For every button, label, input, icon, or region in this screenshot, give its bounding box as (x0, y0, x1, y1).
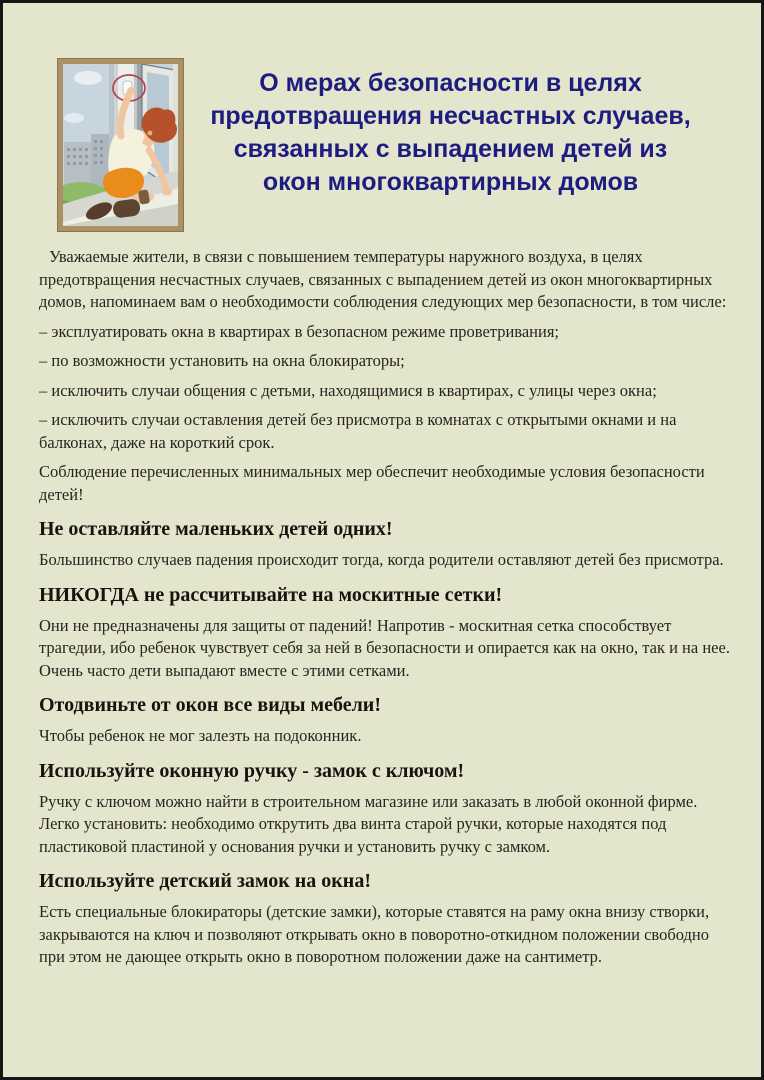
paragraph: Есть специальные блокираторы (детские замки), которые ставятся на раму окна внизу створки, закрываются на ключ и позволяют открывать окно в поворотно-откидном положении свободно при этом не дающее открыть окно в поворотном положении даже на сантиметр. (39, 902, 710, 966)
child-hand (162, 189, 172, 196)
heading-move-furniture: Отодвиньте от окон все виды мебели! (39, 694, 381, 716)
heading-child-lock: Используйте детский замок на окна! (39, 870, 371, 892)
paragraph: Они не предназначены для защиты от падений! Напротив - москитная сетка способствует трагедии, ибо ребенок чувствует себя за ней в безопасности и опирается как на окно, так и на нее. Очень часто дети выпадают вместе с этими сетками. (39, 615, 730, 680)
heading-lock-handle: Используйте оконную ручку - замок с ключом! (39, 759, 465, 782)
heading-dont-leave-children: Не оставляйте маленьких детей одних! (39, 518, 393, 540)
title-line: предотвращения несчастных случаев, (210, 102, 691, 130)
cloud (74, 71, 102, 85)
poster-body (39, 246, 731, 976)
intro-paragraph: Уважаемые жители, в связи с повышением температуры наружного воздуха, в целях предотвращения несчастных случаев, связанных с выпадением детей из окон многоквартирных домов, напоминаем вам о необходимости соблюдения следующих мер безопасности, в том числе: (39, 247, 727, 311)
paragraph: Ручку с ключом можно найти в строительном магазине или заказать в любой оконной фирме. Легко установить: необходимо открутить два винта старой ручки, которые находятся под пластиковой пластиной у основания ручки и установить ручку с замком. (39, 791, 698, 856)
title-line: окон многоквартирных домов (262, 168, 639, 196)
bullet-item: – исключить случаи общения с детьми, находящимися в квартирах, с улицы через окна; (39, 380, 657, 400)
child-hand (127, 87, 135, 95)
child-ear (148, 131, 153, 136)
child-window-illustration (58, 59, 183, 231)
cloud (64, 113, 84, 123)
heading-mosquito-nets: НИКОГДА не рассчитывайте на москитные сетки! (39, 583, 503, 606)
summary-paragraph: Соблюдение перечисленных минимальных мер обеспечит необходимые условия безопасности детей! (39, 462, 705, 504)
paragraph: Чтобы ребенок не мог залезть на подоконник. (39, 726, 362, 745)
title-line: связанных с выпадением детей из (233, 135, 668, 163)
bullet-item: – по возможности установить на окна блокираторы; (39, 351, 405, 370)
illustration-graphic (63, 64, 178, 226)
bullet-item: – исключить случаи оставления детей без присмотра в комнатах с открытыми окнами и на балконах, даже на короткий срок. (39, 410, 677, 452)
paragraph: Большинство случаев падения происходит тогда, когда родители оставляют детей без присмотра. (39, 550, 724, 569)
poster-title (198, 67, 703, 199)
bullet-item: – эксплуатировать окна в квартирах в безопасном режиме проветривания; (39, 321, 560, 341)
title-line: О мерах безопасности в целях (259, 69, 642, 97)
